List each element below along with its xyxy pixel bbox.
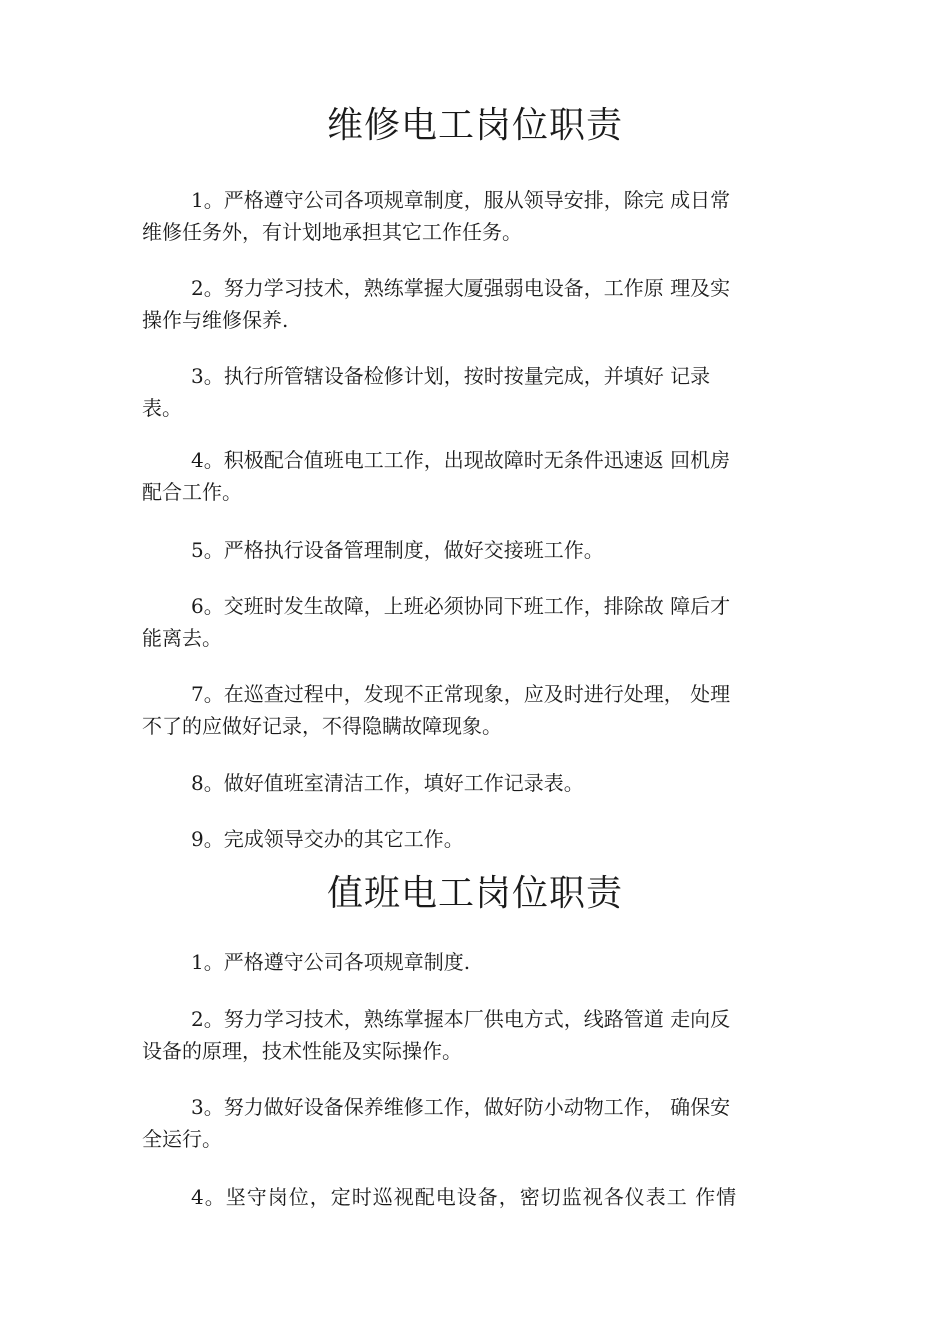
duty-line: 2。努力学习技术，熟练掌握大厦强弱电设备，工作原 理及实 bbox=[191, 276, 731, 300]
duty-line: 3。执行所管辖设备检修计划，按时按量完成，并填好 记录 bbox=[191, 364, 711, 388]
duty-line: 1。严格遵守公司各项规章制度，服从领导安排，除完 成日常 bbox=[191, 188, 731, 212]
duty-line: 表。 bbox=[142, 396, 182, 420]
duty-line: 2。努力学习技术，熟练掌握本厂供电方式，线路管道 走向反 bbox=[191, 1007, 731, 1031]
duty-item-8 bbox=[142, 767, 822, 799]
duty-line: 8。做好值班室清洁工作，填好工作记录表。 bbox=[191, 771, 584, 795]
duty-item-4 bbox=[142, 444, 822, 508]
duty-item-4 bbox=[142, 1181, 822, 1213]
duty-item-9 bbox=[142, 823, 822, 855]
duty-item-3 bbox=[142, 1091, 822, 1155]
duty-item-3 bbox=[142, 360, 822, 424]
duty-item-5 bbox=[142, 534, 822, 566]
duty-line: 设备的原理，技术性能及实际操作。 bbox=[142, 1039, 462, 1063]
duty-item-2 bbox=[142, 1003, 822, 1067]
section-title: 维修电工岗位职责 bbox=[326, 105, 623, 146]
section-title: 值班电工岗位职责 bbox=[326, 873, 623, 914]
duty-line: 不了的应做好记录，不得隐瞒故障现象。 bbox=[142, 714, 502, 738]
duty-line: 3。努力做好设备保养维修工作，做好防小动物工作， 确保安 bbox=[191, 1095, 731, 1119]
duty-item-1 bbox=[142, 946, 822, 978]
duty-line: 6。交班时发生故障，上班必须协同下班工作，排除故 障后才 bbox=[191, 594, 731, 618]
duty-item-7 bbox=[142, 678, 822, 742]
duty-item-1 bbox=[142, 184, 822, 248]
duty-line: 全运行。 bbox=[142, 1127, 222, 1151]
duty-line: 9。完成领导交办的其它工作。 bbox=[191, 827, 464, 851]
duty-line: 4。坚守岗位，定时巡视配电设备，密切监视各仪表工 作情 bbox=[191, 1185, 738, 1209]
duty-line: 配合工作。 bbox=[142, 480, 242, 504]
duty-line: 能离去。 bbox=[142, 626, 222, 650]
duty-line: 1。严格遵守公司各项规章制度. bbox=[191, 950, 471, 974]
duty-line: 维修任务外，有计划地承担其它工作任务。 bbox=[142, 220, 522, 244]
duty-item-2 bbox=[142, 272, 822, 336]
duty-line: 4。积极配合值班电工工作，出现故障时无条件迅速返 回机房 bbox=[191, 448, 731, 472]
duty-item-6 bbox=[142, 590, 822, 654]
duty-line: 5。严格执行设备管理制度，做好交接班工作。 bbox=[191, 538, 604, 562]
duty-line: 7。在巡查过程中，发现不正常现象，应及时进行处理， 处理 bbox=[191, 682, 731, 706]
duty-line: 操作与维修保养. bbox=[142, 308, 289, 332]
